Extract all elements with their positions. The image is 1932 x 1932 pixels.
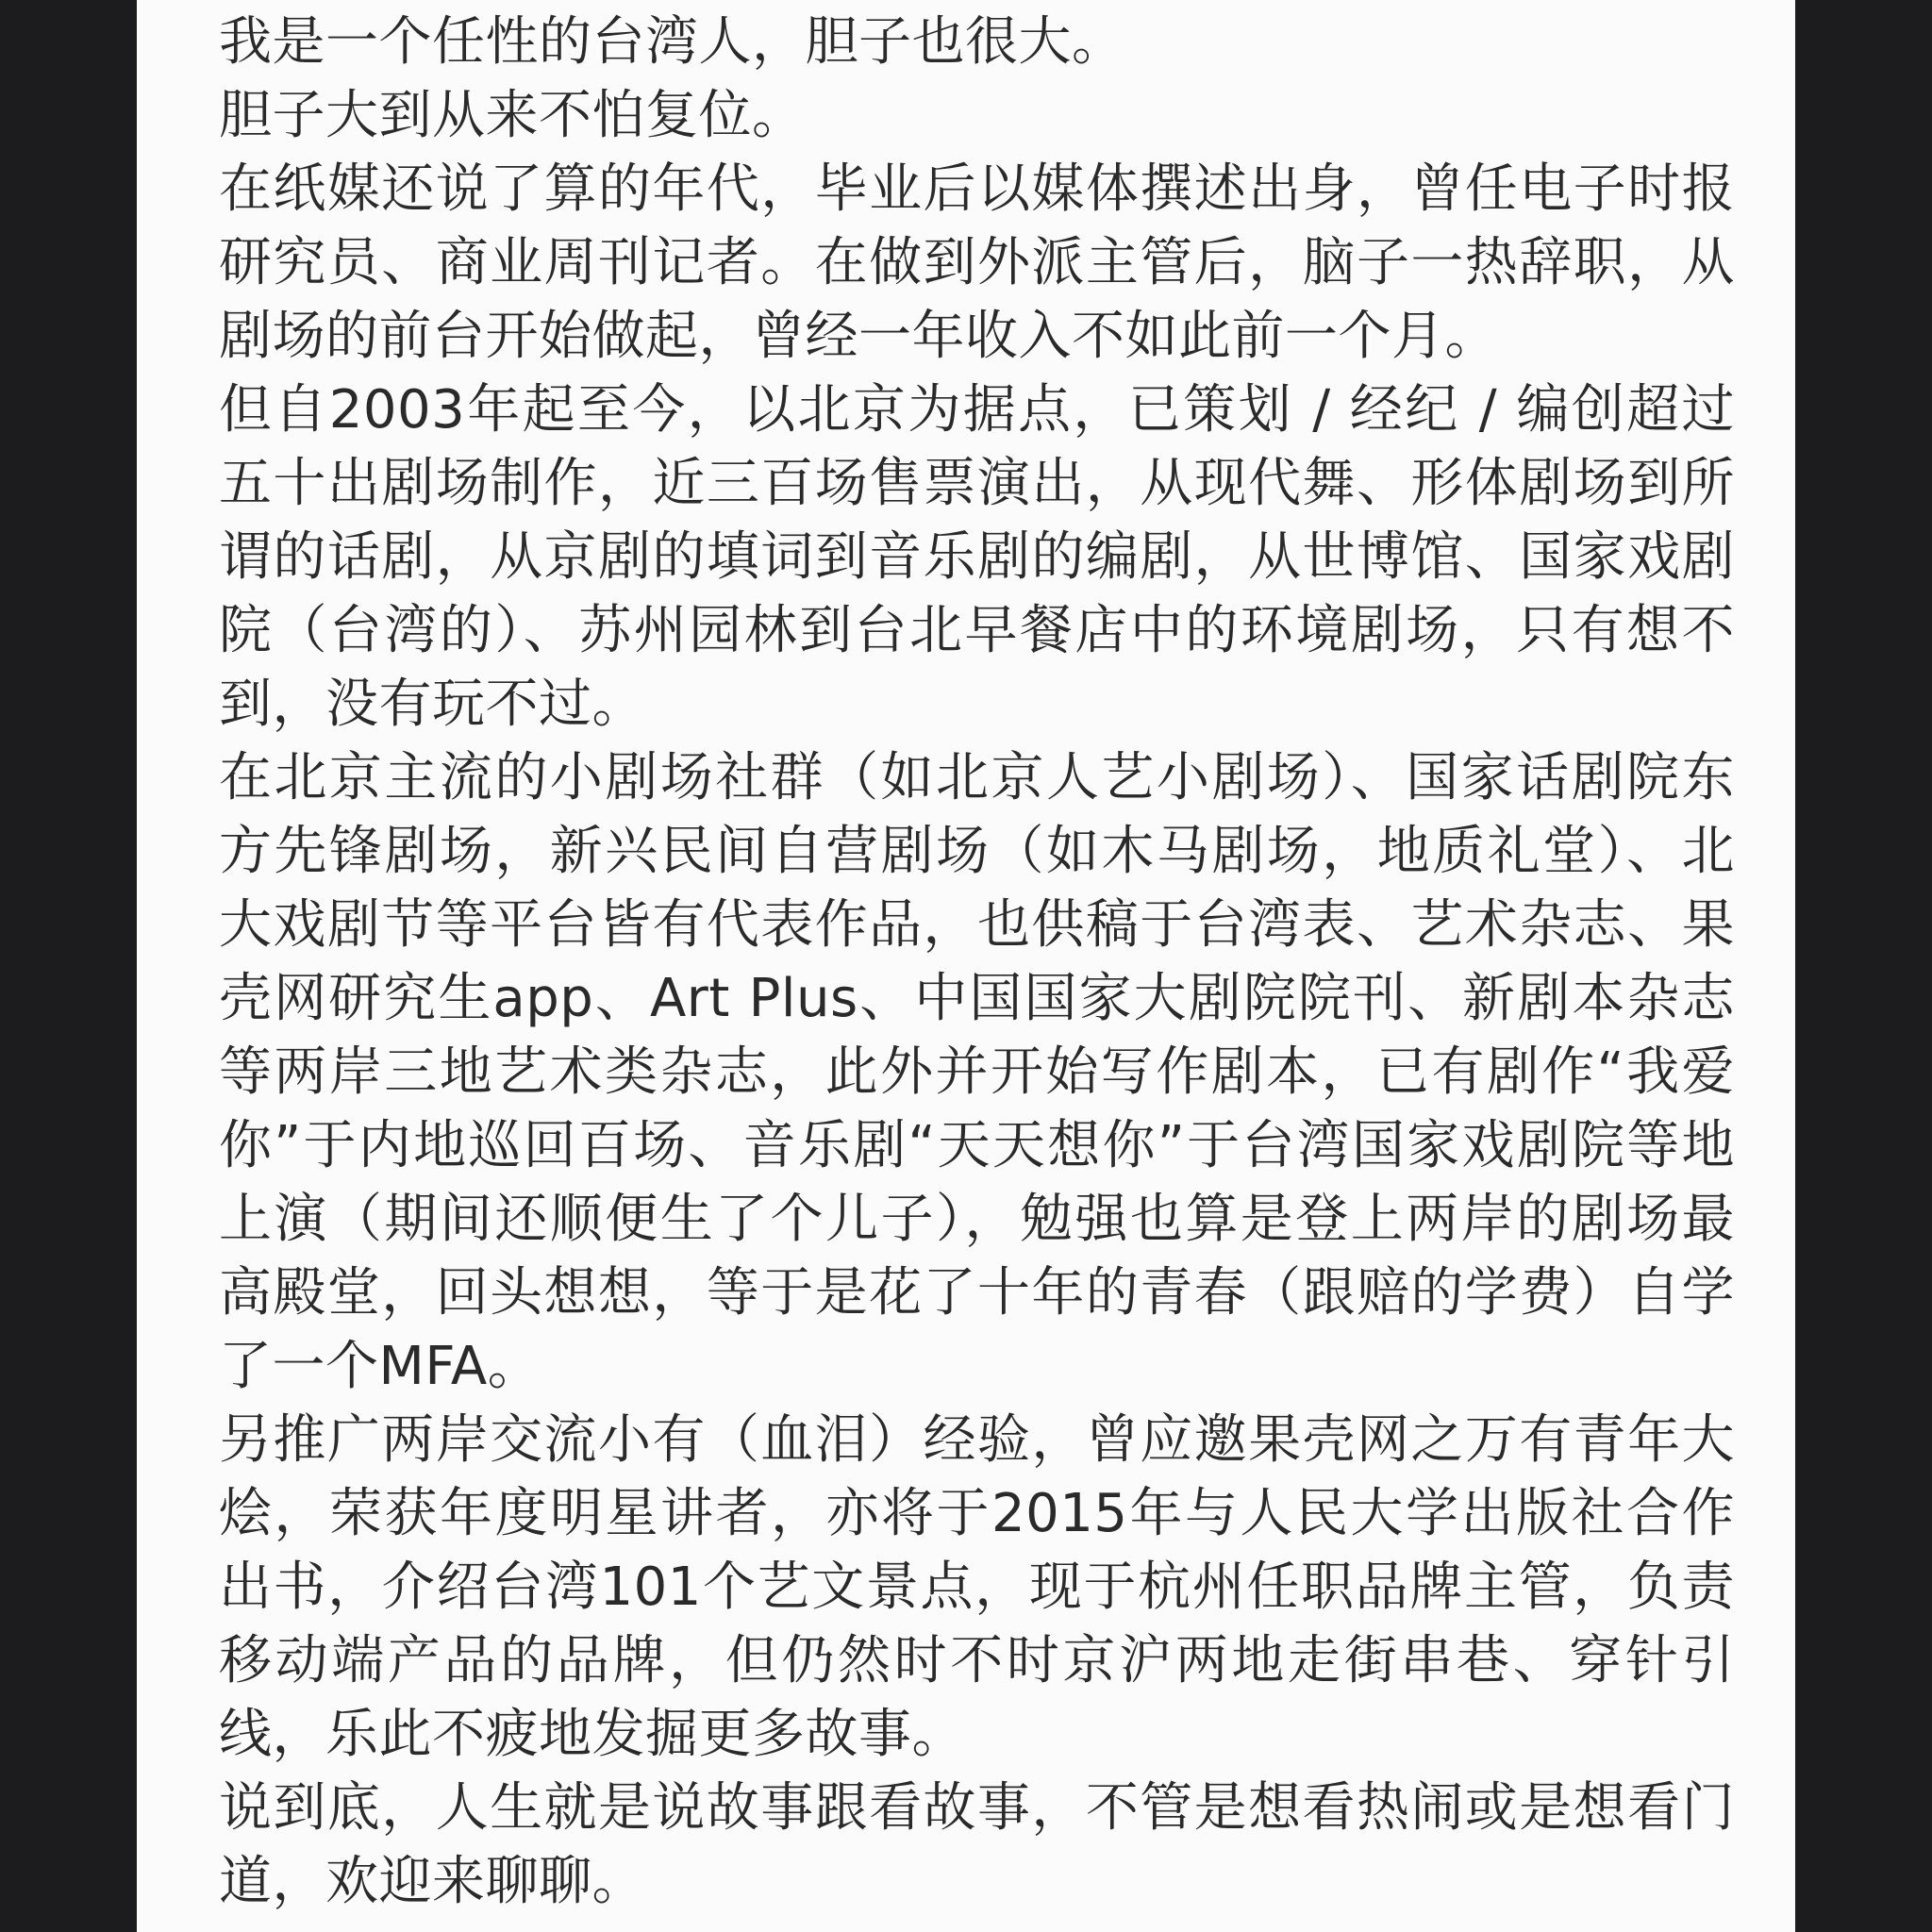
paragraph-6: 另推广两岸交流小有（血泪）经验，曾应邀果壳网之万有青年大烩，荣获年度明星讲者，亦将于2015年与人民大学出版社合作出书，介绍台湾101个艺文景点，现于杭州任职品牌主管，负责移动端产品的品牌，但仍然时不时京沪两地走街串巷、穿针引线，乐此不疲地发掘更多故事。 xyxy=(219,1409,1735,1765)
paragraph-5: 在北京主流的小剧场社群（如北京人艺小剧场）、国家话剧院东方先锋剧场，新兴民间自营剧场（如木马剧场，地质礼堂）、北大戏剧节等平台皆有代表作品，也供稿于台湾表、艺术杂志、果壳网研究生app、Art Plus、中国国家大剧院院刊、新剧本杂志等两岸三地艺术类杂志，此外并开始写作剧本，已有剧作“我爱你”于内地巡回百场、音乐剧“天天想你”于台湾国家戏剧院等地上演（期间还顺便生了个儿子），勉强也算是登上两岸的剧场最高殿堂，回头想想，等于是花了十年的青春（跟赔的学费）自学了一个MFA。 xyxy=(219,747,1735,1397)
paragraph-7: 说到底，人生就是说故事跟看故事，不管是想看热闹或是想看门道，欢迎来聊聊。 xyxy=(219,1777,1735,1912)
document-page xyxy=(137,0,1795,1932)
document-body xyxy=(219,6,1735,1919)
paragraph-2: 胆子大到从来不怕复位。 xyxy=(219,85,806,146)
paragraph-1: 我是一个任性的台湾人，胆子也很大。 xyxy=(219,11,1125,73)
paragraph-4: 但自2003年起至今，以北京为据点，已策划 / 经纪 / 编创超过五十出剧场制作，近三百场售票演出，从现代舞、形体剧场到所谓的话剧，从京剧的填词到音乐剧的编剧，从世博馆、国家戏剧院（台湾的）、苏州园林到台北早餐店中的环境剧场，只有想不到，没有玩不过。 xyxy=(219,379,1735,735)
paragraph-3: 在纸媒还说了算的年代，毕业后以媒体撰述出身，曾任电子时报研究员、商业周刊记者。在做到外派主管后，脑子一热辞职，从剧场的前台开始做起，曾经一年收入不如此前一个月。 xyxy=(219,158,1735,367)
